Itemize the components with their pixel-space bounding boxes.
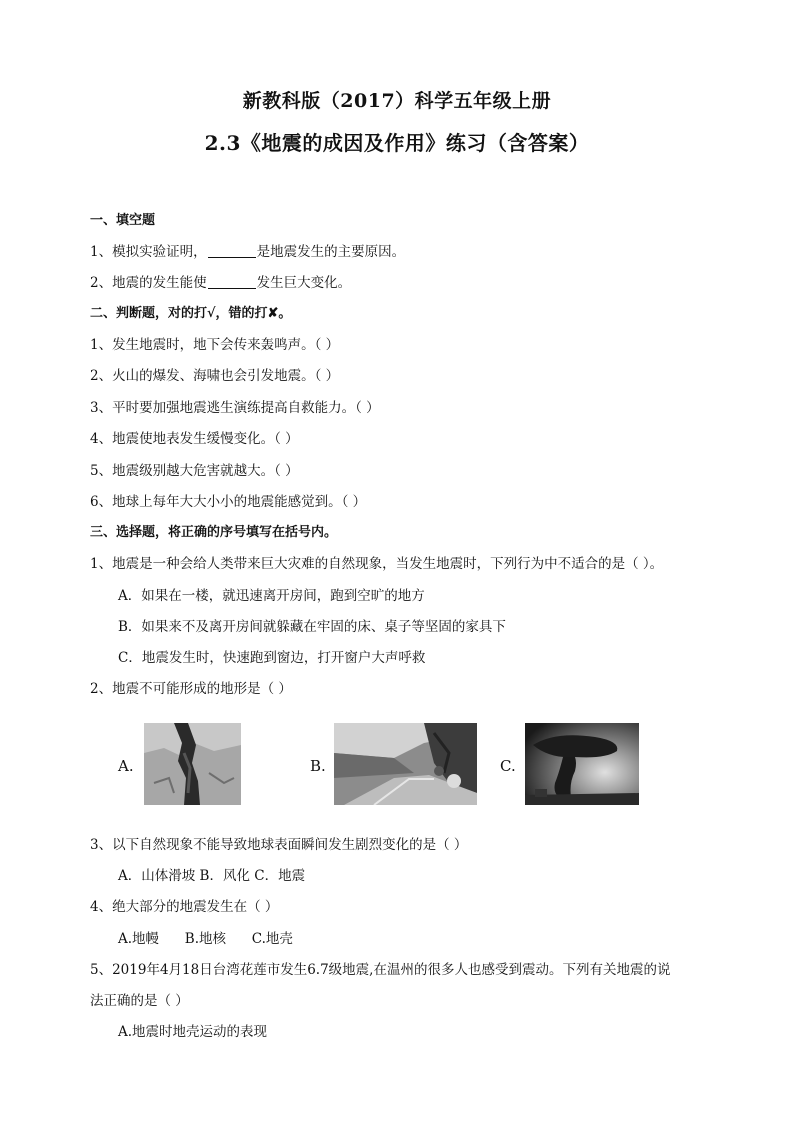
choice-question-3-stem: 3、以下自然现象不能导致地球表面瞬间发生剧烈变化的是（ ） bbox=[90, 837, 468, 853]
true-false-item bbox=[90, 490, 366, 510]
image-option-label-a: A. bbox=[118, 757, 134, 775]
true-false-item bbox=[90, 427, 299, 447]
page-subtitle: 2.3《地震的成因及作用》练习（含答案） bbox=[204, 131, 590, 155]
section-heading-multiple-choice: 三、选择题，将正确的序号填写在括号内。 bbox=[90, 525, 338, 540]
answer-blank bbox=[208, 243, 256, 258]
true-false-item bbox=[90, 396, 380, 416]
question-text: 1、发生地震时，地下会传来轰鸣声。 bbox=[90, 337, 315, 353]
choice-question-4-stem: 4、绝大部分的地震发生在（ ） bbox=[90, 899, 279, 915]
question-text: 是地震发生的主要原因。 bbox=[256, 244, 406, 260]
answer-parens: （ ） bbox=[355, 400, 380, 416]
answer-blank bbox=[208, 274, 256, 289]
answer-parens: （ ） bbox=[274, 431, 299, 447]
true-false-item bbox=[90, 364, 339, 384]
mushroom-rock-photo-icon bbox=[525, 723, 639, 805]
choice-question-1-stem: 1、地震是一种会给人类带来巨大灾难的自然现象，当发生地震时，下列行为中不适合的是（ ）。 bbox=[90, 556, 664, 572]
image-option-label-c: C. bbox=[500, 757, 516, 775]
choice-question-4-options: A.地幔 B.地核 C.地壳 bbox=[118, 931, 293, 947]
answer-parens: （ ） bbox=[274, 463, 299, 479]
question-text: 5、地震级别越大危害就越大。 bbox=[90, 463, 275, 479]
choice-question-2-stem: 2、地震不可能形成的地形是（ ） bbox=[90, 681, 292, 697]
choice-option-b: B．如果来不及离开房间就躲藏在牢固的床、桌子等坚固的家具下 bbox=[118, 619, 506, 635]
page-title: 新教科版（2017）科学五年级上册 bbox=[242, 90, 552, 112]
answer-parens: （ ） bbox=[341, 494, 367, 510]
question-text: 3、平时要加强地震逃生演练提高自救能力。 bbox=[90, 400, 356, 416]
fill-blank-question-1 bbox=[90, 240, 405, 260]
answer-parens: （ ） bbox=[314, 368, 340, 384]
section-heading-fill-blank: 一、填空题 bbox=[90, 213, 156, 228]
question-text: 6、地球上每年大大小小的地震能感觉到。 bbox=[90, 494, 342, 510]
question-text: 2、地震的发生能使 bbox=[90, 275, 207, 291]
choice-question-3-options: A．山体滑坡 B．风化 C．地震 bbox=[118, 868, 306, 884]
ground-fissure-photo-icon bbox=[144, 723, 241, 805]
fill-blank-question-2 bbox=[90, 271, 351, 291]
true-false-item bbox=[90, 333, 339, 353]
image-option-label-b: B. bbox=[310, 757, 326, 775]
choice-question-5-stem-cont: 法正确的是（ ） bbox=[90, 993, 189, 1009]
true-false-item bbox=[90, 459, 299, 479]
choice-option-a: A.地震时地壳运动的表现 bbox=[118, 1024, 268, 1040]
section-heading-true-false: 二、判断题，对的打√，错的打✘。 bbox=[90, 306, 292, 321]
answer-parens: （ ） bbox=[314, 337, 340, 353]
question-text: 发生巨大变化。 bbox=[256, 275, 352, 291]
choice-option-a: A．如果在一楼，就迅速离开房间，跑到空旷的地方 bbox=[118, 588, 425, 604]
question-text: 1、模拟实验证明， bbox=[90, 244, 207, 260]
question-text: 4、地震使地表发生缓慢变化。 bbox=[90, 431, 275, 447]
choice-option-c: C．地震发生时，快速跑到窗边，打开窗户大声呼救 bbox=[118, 650, 426, 666]
question-text: 2、火山的爆发、海啸也会引发地震。 bbox=[90, 368, 315, 384]
landslide-road-photo-icon bbox=[334, 723, 477, 805]
choice-question-5-stem: 5、2019年4月18日台湾花莲市发生6.7级地震,在温州的很多人也感受到震动。下列有关地震的说 bbox=[90, 962, 671, 978]
